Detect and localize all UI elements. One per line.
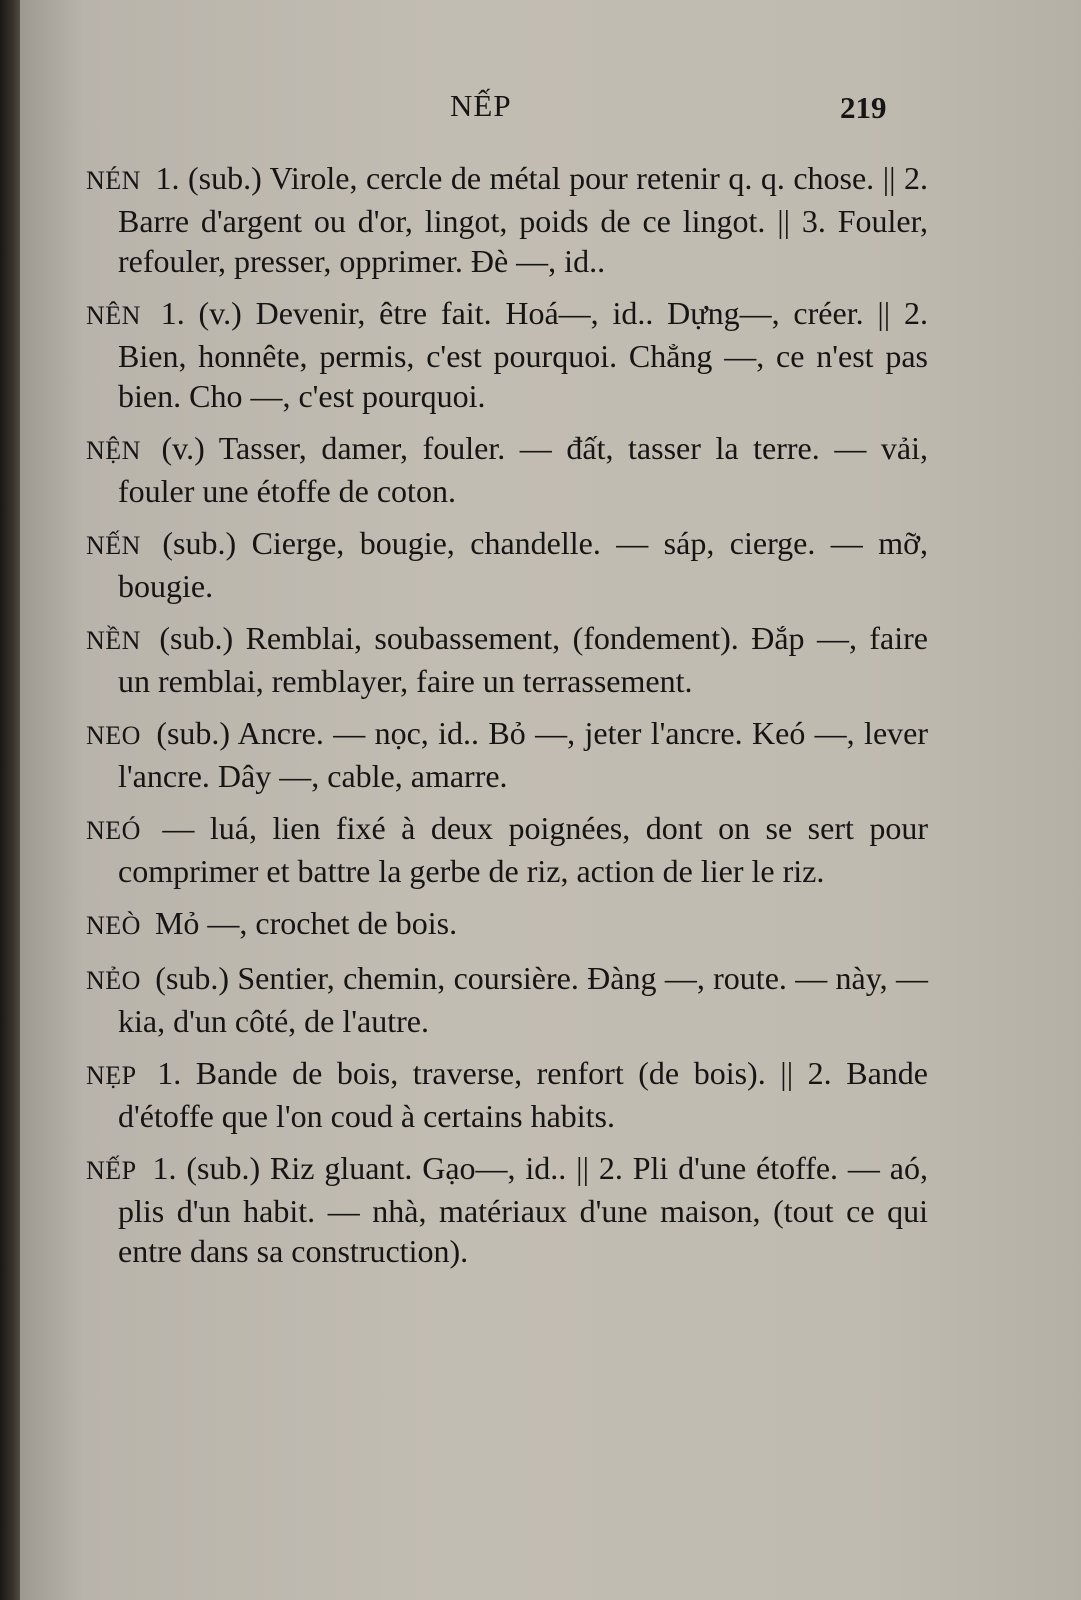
dictionary-entry [86, 523, 928, 606]
dictionary-entry [86, 713, 928, 796]
entry-text: (v.) Tasser, damer, fouler. — đất, tasser la terre. — vải, fouler une étoffe de coton. [118, 430, 929, 509]
dictionary-entry [86, 428, 928, 511]
dictionary-entry [86, 903, 928, 946]
entry-headword: NEÓ [86, 816, 141, 845]
entry-list [86, 158, 928, 1283]
book-spine-shadow [0, 0, 22, 1600]
entry-text: 1. (v.) Devenir, être fait. Hoá—, id.. Dựng—, créer. || 2. Bien, honnête, permis, c'est pourquoi. Chẳng —, ce n'est pas bien. Cho —, c'est pourquoi. [118, 295, 929, 414]
entry-text: (sub.) Remblai, soubassement, (fondement). Đắp —, faire un remblai, remblayer, faire un terrassement. [118, 620, 929, 699]
entry-text: 1. Bande de bois, traverse, renfort (de bois). || 2. Bande d'étoffe que l'on coud à certains habits. [118, 1055, 929, 1134]
running-head: NẾP [450, 88, 512, 123]
dictionary-entry [86, 293, 928, 416]
entry-headword: NỀN [86, 626, 141, 655]
dictionary-entry [86, 1053, 928, 1136]
entry-headword: NEO [86, 721, 141, 750]
entry-text: (sub.) Cierge, bougie, chandelle. — sáp, cierge. — mỡ, bougie. [118, 525, 929, 604]
entry-headword: NẾN [86, 531, 141, 560]
entry-text: Mỏ —, crochet de bois. [154, 905, 458, 941]
entry-headword: NÊN [86, 301, 141, 330]
entry-text: 1. (sub.) Virole, cercle de métal pour retenir q. q. chose. || 2. Barre d'argent ou d'or, lingot, poids de ce lingot. || 3. Fouler, refouler, presser, opprimer. Đè —, id.. [118, 160, 929, 279]
entry-text: 1. (sub.) Riz gluant. Gạo—, id.. || 2. Pli d'une étoffe. — aó, plis d'un habit. — nhà, matériaux d'une maison, (tout ce qui entre dans sa construction). [118, 1150, 929, 1269]
dictionary-entry [86, 1148, 928, 1271]
dictionary-entry [86, 618, 928, 701]
dictionary-page [20, 0, 1081, 1600]
entry-headword: NẺO [86, 966, 141, 995]
entry-text: (sub.) Ancre. — nọc, id.. Bỏ —, jeter l'ancre. Keó —, lever l'ancre. Dây —, cable, amarre. [118, 715, 929, 794]
dictionary-entry [86, 158, 928, 281]
entry-text: — luá, lien fixé à deux poignées, dont on se sert pour comprimer et battre la gerbe de riz, action de lier le riz. [118, 810, 929, 889]
page-header [20, 88, 1081, 136]
entry-text: (sub.) Sentier, chemin, coursière. Đàng —, route. — này, — kia, d'un côté, de l'autre. [118, 960, 929, 1039]
entry-headword: NEÒ [86, 911, 141, 940]
entry-headword: NÉN [86, 166, 141, 195]
entry-headword: NỆN [86, 436, 141, 465]
dictionary-entry [86, 958, 928, 1041]
entry-headword: NẾP [86, 1156, 137, 1185]
dictionary-entry [86, 808, 928, 891]
page-number: 219 [840, 90, 887, 125]
entry-headword: NẸP [86, 1061, 137, 1090]
